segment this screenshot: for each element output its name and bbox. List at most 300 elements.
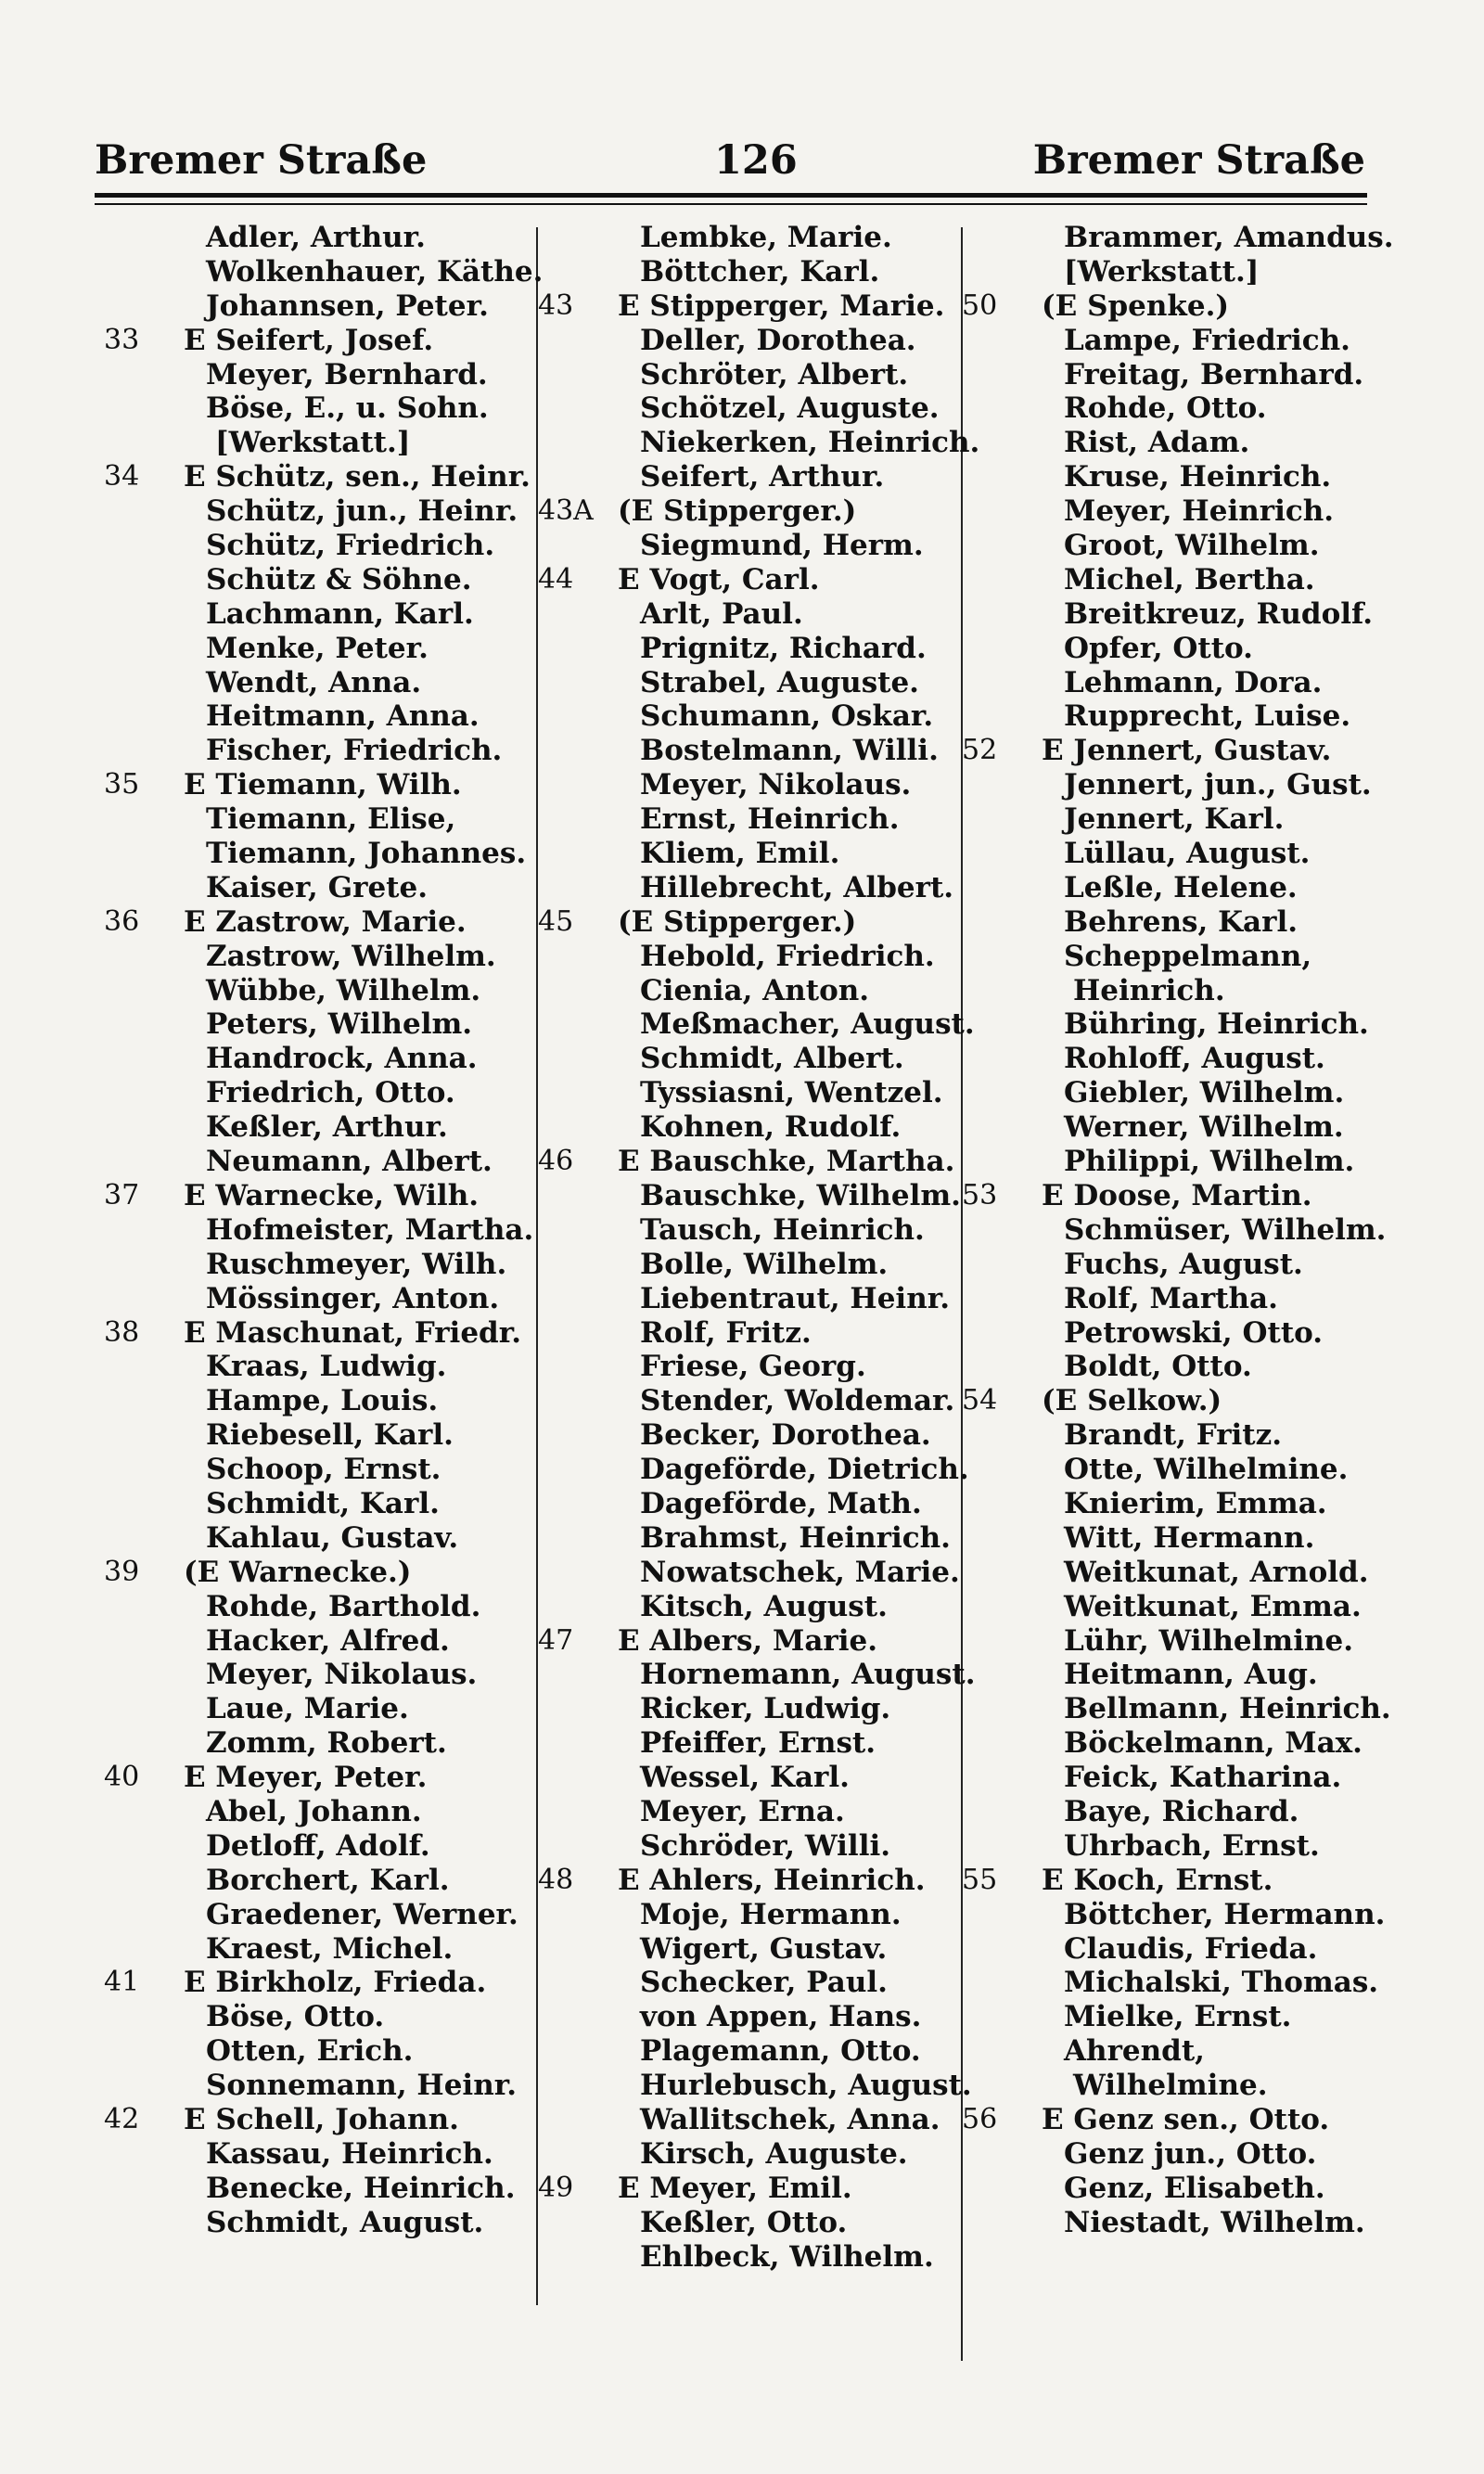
resident-name: Schecker, Paul. xyxy=(640,1966,888,2000)
resident-name: Schröder, Willi. xyxy=(640,1828,891,1863)
directory-entry xyxy=(104,1898,540,1932)
resident-name: Meyer, Nikolaus. xyxy=(640,768,912,802)
directory-entry xyxy=(962,871,1379,905)
directory-entry xyxy=(962,974,1379,1008)
directory-entry xyxy=(962,940,1379,974)
house-number: 43A xyxy=(538,494,594,528)
resident-name: Kraas, Ludwig. xyxy=(206,1350,447,1384)
directory-entry xyxy=(104,940,540,974)
resident-name: Friese, Georg. xyxy=(640,1350,866,1384)
resident-name: Tiemann, Elise, xyxy=(206,802,456,837)
house-number: 54 xyxy=(962,1384,998,1417)
directory-entry xyxy=(538,324,960,358)
resident-name: Böse, Otto. xyxy=(206,2000,385,2034)
house-number: 53 xyxy=(962,1178,998,1211)
directory-entry xyxy=(538,1145,960,1179)
directory-entry xyxy=(962,563,1379,597)
resident-name: Stender, Woldemar. xyxy=(640,1384,955,1418)
resident-name: Mössinger, Anton. xyxy=(206,1281,500,1315)
directory-entry xyxy=(538,358,960,392)
directory-entry xyxy=(962,1042,1379,1076)
directory-entry xyxy=(104,1761,540,1795)
directory-entry xyxy=(962,1453,1379,1487)
directory-entry xyxy=(962,1487,1379,1521)
resident-name: (E Selkow.) xyxy=(1042,1384,1222,1418)
resident-name: Hofmeister, Martha. xyxy=(206,1212,534,1247)
resident-name: von Appen, Hans. xyxy=(640,2000,922,2034)
directory-entry xyxy=(104,426,540,460)
directory-entry xyxy=(104,1213,540,1248)
directory-entry xyxy=(538,1624,960,1659)
directory-entry xyxy=(538,1590,960,1624)
resident-name: Breitkreuz, Rudolf. xyxy=(1064,596,1374,631)
resident-name: Kirsch, Auguste. xyxy=(640,2136,908,2171)
directory-entry xyxy=(962,597,1379,632)
resident-name: Michel, Bertha. xyxy=(1064,562,1315,596)
resident-name: E Warnecke, Wilh. xyxy=(184,1178,480,1212)
resident-name: Schütz & Söhne. xyxy=(206,562,472,596)
directory-entry xyxy=(104,768,540,802)
resident-name: Wigert, Gustav. xyxy=(640,1931,888,1966)
directory-entry xyxy=(538,1898,960,1932)
resident-name: E Meyer, Peter. xyxy=(184,1761,428,1795)
directory-entry xyxy=(962,494,1379,529)
resident-name: Kaiser, Grete. xyxy=(206,870,429,904)
resident-name: Meyer, Bernhard. xyxy=(206,357,488,391)
resident-name: E Zastrow, Marie. xyxy=(184,904,467,939)
directory-entry xyxy=(962,1145,1379,1179)
resident-name: E Ahlers, Heinrich. xyxy=(618,1863,926,1897)
directory-entry xyxy=(104,802,540,837)
resident-name: Pfeiffer, Ernst. xyxy=(640,1726,876,1761)
resident-name: Meßmacher, August. xyxy=(640,1007,975,1042)
directory-entry xyxy=(538,1761,960,1795)
house-number: 48 xyxy=(538,1863,574,1896)
resident-name: E Genz sen., Otto. xyxy=(1042,2102,1330,2136)
resident-name: Wolkenhauer, Käthe. xyxy=(206,254,544,288)
directory-entry xyxy=(104,734,540,768)
directory-entry xyxy=(104,1179,540,1213)
resident-name: Lembke, Marie. xyxy=(640,221,892,254)
directory-entry xyxy=(962,529,1379,563)
house-number: 56 xyxy=(962,2102,998,2135)
directory-entry xyxy=(104,1864,540,1898)
resident-name: Meyer, Nikolaus. xyxy=(206,1658,478,1692)
resident-name: Groot, Wilhelm. xyxy=(1064,529,1320,563)
resident-name: Feick, Katharina. xyxy=(1064,1761,1342,1795)
directory-entry xyxy=(962,221,1394,255)
resident-name: Schmidt, Karl. xyxy=(206,1486,440,1520)
directory-entry xyxy=(962,1110,1379,1145)
directory-entry xyxy=(104,1795,540,1829)
resident-name: Otten, Erich. xyxy=(206,2034,414,2069)
directory-entry xyxy=(538,1795,960,1829)
resident-name: Brahmst, Heinrich. xyxy=(640,1520,951,1555)
resident-name: Kassau, Heinrich. xyxy=(206,2136,493,2171)
directory-entry xyxy=(538,2137,960,2172)
directory-entry xyxy=(962,2172,1379,2206)
resident-name: Petrowski, Otto. xyxy=(1064,1315,1324,1350)
directory-entry xyxy=(962,1556,1379,1590)
resident-name: Abel, Johann. xyxy=(206,1794,422,1828)
resident-name: Schmidt, August. xyxy=(206,2205,484,2239)
directory-entry xyxy=(538,1556,960,1590)
directory-entry xyxy=(104,1350,540,1384)
directory-entry xyxy=(962,1624,1379,1659)
resident-name: Wilhelmine. xyxy=(1073,2069,1268,2103)
resident-name: Tausch, Heinrich. xyxy=(640,1212,925,1247)
resident-name: Hebold, Friedrich. xyxy=(640,939,935,973)
house-number: 50 xyxy=(962,288,998,322)
resident-name: Rupprecht, Luise. xyxy=(1064,699,1351,734)
directory-entry xyxy=(962,1521,1379,1556)
directory-entry xyxy=(962,358,1379,392)
directory-entry xyxy=(962,734,1379,768)
directory-entry xyxy=(538,1487,960,1521)
resident-name: Kahlau, Gustav. xyxy=(206,1520,459,1555)
resident-name: Ernst, Heinrich. xyxy=(640,802,900,837)
directory-entry xyxy=(104,2206,540,2240)
directory-entry xyxy=(104,2000,540,2034)
directory-entry xyxy=(104,289,540,324)
directory-entry xyxy=(104,1076,540,1110)
resident-name: E Birkholz, Frieda. xyxy=(184,1966,487,2000)
resident-name: (E Stipperger.) xyxy=(618,494,857,529)
resident-name: Werner, Wilhelm. xyxy=(1064,1110,1344,1145)
resident-name: Bostelmann, Willi. xyxy=(640,734,939,768)
directory-entry xyxy=(104,2034,540,2069)
resident-name: Bühring, Heinrich. xyxy=(1064,1007,1369,1042)
house-number: 41 xyxy=(104,1966,140,1999)
directory-entry xyxy=(962,666,1379,700)
resident-name: Neumann, Albert. xyxy=(206,1145,493,1179)
house-number: 37 xyxy=(104,1178,140,1211)
resident-name: Wendt, Anna. xyxy=(206,665,422,699)
directory-entry xyxy=(538,1453,969,1487)
directory-entry xyxy=(538,1076,960,1110)
directory-entry xyxy=(962,1761,1379,1795)
resident-name: Böse, E., u. Sohn. xyxy=(206,391,489,426)
directory-entry xyxy=(538,940,960,974)
house-number: 46 xyxy=(538,1145,574,1178)
directory-entry xyxy=(104,699,540,734)
resident-name: Philippi, Wilhelm. xyxy=(1064,1145,1355,1179)
directory-entry xyxy=(962,1282,1379,1316)
resident-name: Schumann, Oskar. xyxy=(640,699,934,734)
directory-entry xyxy=(538,1110,960,1145)
directory-entry xyxy=(104,1145,540,1179)
resident-name: Jennert, Karl. xyxy=(1064,802,1285,837)
resident-name: E Schell, Johann. xyxy=(184,2102,459,2136)
directory-entry xyxy=(538,871,960,905)
resident-name: Scheppelmann, xyxy=(1064,939,1312,973)
directory-entry xyxy=(538,2034,960,2069)
header-street-right: Bremer Straße xyxy=(1032,137,1365,184)
resident-name: Siegmund, Herm. xyxy=(640,529,924,563)
resident-name: Hurlebusch, August. xyxy=(640,2069,972,2103)
resident-name: Lühr, Wilhelmine. xyxy=(1064,1623,1354,1658)
house-number: 42 xyxy=(104,2102,140,2135)
directory-entry xyxy=(538,494,960,529)
resident-name: [Werkstatt.] xyxy=(1064,254,1260,288)
resident-name: (E Stipperger.) xyxy=(618,904,857,939)
resident-name: Cienia, Anton. xyxy=(640,973,870,1007)
directory-entry xyxy=(104,460,540,494)
resident-name: Riebesell, Karl. xyxy=(206,1418,454,1453)
resident-name: E Stipperger, Marie. xyxy=(618,288,945,323)
directory-entry xyxy=(962,905,1379,940)
resident-name: Wessel, Karl. xyxy=(640,1761,850,1795)
directory-entry xyxy=(104,1007,540,1042)
directory-entry xyxy=(104,1726,540,1761)
directory-entry xyxy=(538,1418,960,1453)
resident-name: E Vogt, Carl. xyxy=(618,562,820,596)
directory-entry xyxy=(538,837,960,871)
resident-name: E Meyer, Emil. xyxy=(618,2171,852,2205)
resident-name: Rohloff, August. xyxy=(1064,1042,1325,1076)
directory-entry xyxy=(104,1316,540,1351)
directory-entry xyxy=(538,460,960,494)
directory-entry xyxy=(538,1350,960,1384)
resident-name: Behrens, Karl. xyxy=(1064,904,1298,939)
resident-name: Laue, Marie. xyxy=(206,1692,409,1726)
directory-entry xyxy=(962,1795,1379,1829)
resident-name: Borchert, Karl. xyxy=(206,1863,450,1897)
directory-entry xyxy=(538,597,960,632)
directory-entry xyxy=(538,1316,960,1351)
resident-name: Uhrbach, Ernst. xyxy=(1064,1828,1320,1863)
directory-entry xyxy=(962,1384,1379,1418)
directory-entry xyxy=(104,391,540,426)
directory-entry xyxy=(538,1282,960,1316)
directory-entry xyxy=(962,1418,1379,1453)
directory-entry xyxy=(962,1350,1379,1384)
resident-name: Rohde, Otto. xyxy=(1064,391,1267,426)
directory-entry xyxy=(962,2206,1379,2240)
directory-entry xyxy=(538,1213,960,1248)
directory-entry xyxy=(104,2069,540,2103)
directory-entry xyxy=(104,905,540,940)
resident-name: (E Warnecke.) xyxy=(184,1555,412,1589)
directory-entry xyxy=(538,1726,960,1761)
resident-name: Becker, Dorothea. xyxy=(640,1418,931,1453)
house-number: 43 xyxy=(538,288,574,322)
resident-name: Weitkunat, Arnold. xyxy=(1064,1555,1369,1589)
resident-name: (E Spenke.) xyxy=(1042,288,1230,323)
directory-entry xyxy=(104,632,540,666)
directory-entry xyxy=(962,2069,1379,2103)
resident-name: Detloff, Adolf. xyxy=(206,1828,430,1863)
resident-name: Lachmann, Karl. xyxy=(206,596,474,631)
resident-name: Sonnemann, Heinr. xyxy=(206,2069,518,2103)
resident-name: Schoop, Ernst. xyxy=(206,1453,441,1487)
resident-name: Nowatschek, Marie. xyxy=(640,1555,960,1589)
resident-name: Brandt, Fritz. xyxy=(1064,1418,1283,1453)
directory-entry xyxy=(962,1864,1379,1898)
resident-name: Hampe, Louis. xyxy=(206,1384,439,1418)
directory-entry xyxy=(104,221,540,255)
directory-entry xyxy=(538,289,960,324)
resident-name: Prignitz, Richard. xyxy=(640,631,927,665)
directory-entry xyxy=(962,391,1379,426)
directory-entry xyxy=(104,1282,540,1316)
resident-name: Dageförde, Dietrich. xyxy=(640,1453,969,1487)
directory-entry xyxy=(538,2172,960,2206)
directory-entry xyxy=(104,974,540,1008)
resident-name: Kraest, Michel. xyxy=(206,1931,454,1966)
directory-entry xyxy=(104,324,540,358)
directory-entry xyxy=(538,734,960,768)
directory-entry xyxy=(962,1966,1379,2000)
directory-entry xyxy=(962,1076,1379,1110)
resident-name: Lehmann, Dora. xyxy=(1064,665,1323,699)
directory-entry xyxy=(538,1248,960,1282)
directory-entry xyxy=(962,768,1379,802)
resident-name: Hacker, Alfred. xyxy=(206,1623,450,1658)
resident-name: Hillebrecht, Albert. xyxy=(640,870,954,904)
resident-name: Giebler, Wilhelm. xyxy=(1064,1076,1345,1110)
resident-name: Niestadt, Wilhelm. xyxy=(1064,2205,1365,2239)
directory-entry xyxy=(962,289,1379,324)
resident-name: Jennert, jun., Gust. xyxy=(1064,768,1372,802)
directory-entry xyxy=(962,1692,1391,1726)
resident-name: Heinrich. xyxy=(1073,973,1225,1007)
directory-entry xyxy=(538,974,960,1008)
header-rule-thick xyxy=(95,193,1367,198)
directory-entry xyxy=(538,1521,960,1556)
resident-name: Heitmann, Aug. xyxy=(1064,1658,1318,1692)
directory-entry xyxy=(538,2103,960,2137)
resident-name: Schmüser, Wilhelm. xyxy=(1064,1212,1387,1247)
resident-name: E Bauschke, Martha. xyxy=(618,1145,955,1179)
resident-name: Keßler, Otto. xyxy=(640,2205,848,2239)
house-number: 36 xyxy=(104,904,140,938)
directory-entry xyxy=(104,2103,540,2137)
resident-name: Zomm, Robert. xyxy=(206,1726,447,1761)
resident-name: Dageförde, Math. xyxy=(640,1486,922,1520)
column-3 xyxy=(962,221,1394,2240)
directory-entry xyxy=(962,2103,1379,2137)
directory-entry xyxy=(538,632,960,666)
directory-entry xyxy=(104,597,540,632)
house-number: 40 xyxy=(104,1761,140,1794)
directory-entry xyxy=(962,1590,1379,1624)
resident-name: E Koch, Ernst. xyxy=(1042,1863,1273,1897)
resident-name: Menke, Peter. xyxy=(206,631,429,665)
resident-name: Genz, Elisabeth. xyxy=(1064,2171,1325,2205)
directory-entry xyxy=(104,871,540,905)
resident-name: Strabel, Auguste. xyxy=(640,665,919,699)
resident-name: Liebentraut, Heinr. xyxy=(640,1281,951,1315)
resident-name: Kohnen, Rudolf. xyxy=(640,1110,902,1145)
resident-name: Handrock, Anna. xyxy=(206,1042,478,1076)
resident-name: Ahrendt, xyxy=(1064,2034,1205,2069)
directory-entry xyxy=(962,632,1379,666)
directory-entry xyxy=(962,255,1379,289)
directory-entry xyxy=(538,699,960,734)
resident-name: E Tiemann, Wilh. xyxy=(184,768,462,802)
directory-entry xyxy=(538,666,960,700)
directory-entry xyxy=(104,1658,540,1692)
resident-name: Fischer, Friedrich. xyxy=(206,734,503,768)
directory-entry xyxy=(962,1932,1379,1967)
directory-entry xyxy=(104,1966,540,2000)
directory-entry xyxy=(538,391,960,426)
resident-name: Zastrow, Wilhelm. xyxy=(206,939,496,973)
resident-name: Böckelmann, Max. xyxy=(1064,1726,1362,1761)
resident-name: Ricker, Ludwig. xyxy=(640,1692,891,1726)
directory-entry xyxy=(104,1042,540,1076)
resident-name: E Seifert, Josef. xyxy=(184,323,434,357)
resident-name: Schröter, Albert. xyxy=(640,357,909,391)
resident-name: Claudis, Frieda. xyxy=(1064,1931,1318,1966)
house-number: 34 xyxy=(104,460,140,494)
directory-entry xyxy=(538,2000,960,2034)
directory-entry xyxy=(538,1966,960,2000)
directory-entry xyxy=(538,1007,975,1042)
resident-name: Rist, Adam. xyxy=(1064,426,1250,460)
directory-entry xyxy=(104,1248,540,1282)
resident-name: Rolf, Fritz. xyxy=(640,1315,812,1350)
resident-name: Böttcher, Karl. xyxy=(640,254,880,288)
directory-entry xyxy=(962,802,1379,837)
directory-entry xyxy=(538,1042,960,1076)
directory-entry xyxy=(962,1897,1386,1932)
resident-name: Wallitschek, Anna. xyxy=(640,2102,940,2136)
resident-name: [Werkstatt.] xyxy=(215,426,411,460)
resident-name: Bellmann, Heinrich. xyxy=(1064,1692,1391,1726)
header-rule-thin xyxy=(95,203,1367,205)
resident-name: Graedener, Werner. xyxy=(206,1897,518,1931)
directory-entry xyxy=(962,1007,1379,1042)
directory-entry xyxy=(104,1590,540,1624)
resident-name: Böttcher, Hermann. xyxy=(1064,1897,1386,1931)
directory-entry xyxy=(538,1384,960,1418)
directory-entry xyxy=(104,1487,540,1521)
resident-name: E Doose, Martin. xyxy=(1042,1178,1312,1212)
house-number: 38 xyxy=(104,1315,140,1349)
directory-entry xyxy=(962,2034,1379,2069)
resident-name: Ruschmeyer, Wilh. xyxy=(206,1247,507,1281)
directory-entry xyxy=(104,494,540,529)
directory-entry xyxy=(962,837,1379,871)
directory-entry xyxy=(538,426,980,460)
resident-name: Wübbe, Wilhelm. xyxy=(206,973,481,1007)
directory-entry xyxy=(104,1110,540,1145)
directory-entry xyxy=(538,2206,960,2240)
resident-name: Benecke, Heinrich. xyxy=(206,2171,516,2205)
directory-entry xyxy=(962,1179,1379,1213)
resident-name: Arlt, Paul. xyxy=(640,596,803,631)
directory-entry xyxy=(962,1726,1379,1761)
resident-name: E Jennert, Gustav. xyxy=(1042,734,1332,768)
directory-entry xyxy=(538,1829,960,1864)
resident-name: Lüllau, August. xyxy=(1064,837,1311,871)
directory-entry xyxy=(104,1453,540,1487)
resident-name: Knierim, Emma. xyxy=(1064,1486,1327,1520)
directory-entry xyxy=(962,426,1379,460)
resident-name: Meyer, Erna. xyxy=(640,1794,845,1828)
resident-name: Hornemann, August. xyxy=(640,1658,976,1692)
directory-entry xyxy=(962,2000,1379,2034)
resident-name: Weitkunat, Emma. xyxy=(1064,1589,1362,1623)
house-number: 44 xyxy=(538,562,574,596)
resident-name: Leßle, Helene. xyxy=(1064,870,1298,904)
directory-entry xyxy=(538,1692,960,1726)
resident-name: Otte, Wilhelmine. xyxy=(1064,1453,1349,1487)
resident-name: Tiemann, Johannes. xyxy=(206,837,527,871)
resident-name: Lampe, Friedrich. xyxy=(1064,323,1350,357)
